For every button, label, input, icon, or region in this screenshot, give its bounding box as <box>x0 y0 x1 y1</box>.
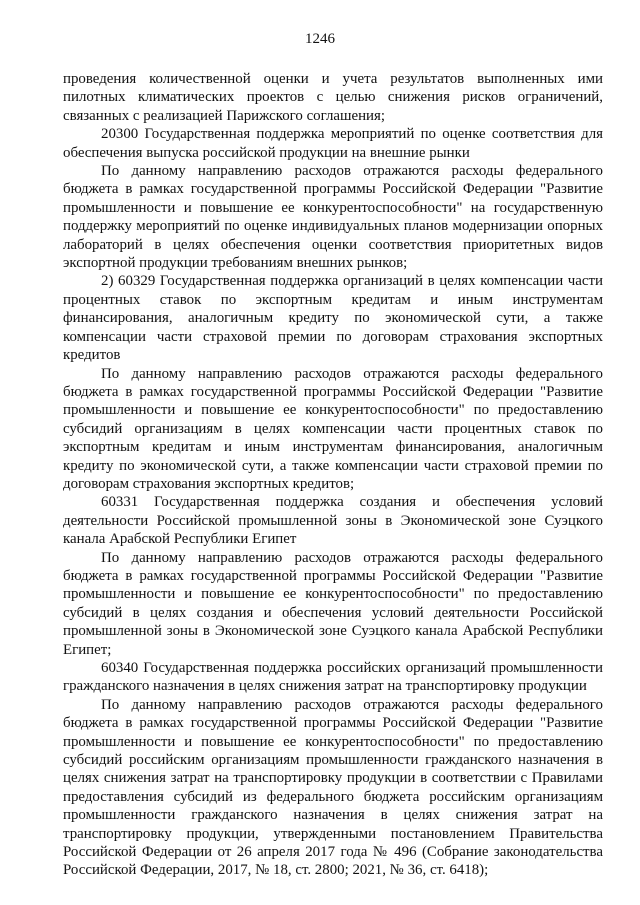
section-heading-20300: 20300 Государственная поддержка мероприятий по оценке соответствия для обеспечения выпуска российской продукции на внешние рынки <box>63 126 603 161</box>
paragraph-60340-description: По данному направлению расходов отражаются расходы федерального бюджета в рамках государственной программы Российской Федерации "Развитие промышленности и повышение ее конкурентоспособности" по предоставлению субсидий российским организациям промышленности гражданского назначения в целях снижения затрат на транспортировку продукции в соответствии с Правилами предоставления субсидий из федерального бюджета российским организациям промышленности гражданского назначения в целях снижения затрат на транспортировку продукции, утвержденными постановлением Правительства Российской Федерации от 26 апреля 2017 года № 496 (Собрание законодательства Российской Федерации, 2017, № 18, ст. 2800; 2021, № 36, ст. 6418); <box>63 696 603 879</box>
paragraph-continuation: проведения количественной оценки и учета результатов выполненных ими пилотных климатических проектов с целью снижения рисков ограничений, связанных с реализацией Парижского соглашения; <box>63 71 603 124</box>
section-heading-60340: 60340 Государственная поддержка российских организаций промышленности гражданского назначения в целях снижения затрат на транспортировку продукции <box>63 660 603 695</box>
paragraph-60331-description: По данному направлению расходов отражаются расходы федерального бюджета в рамках государственной программы Российской Федерации "Развитие промышленности и повышение ее конкурентоспособности" по предоставлению субсидий в целях создания и обеспечения условий деятельности Российской промышленной зоны в Экономической зоне Суэцкого канала Арабской Республики Египет; <box>63 549 603 658</box>
page-number: 1246 <box>305 31 335 47</box>
section-heading-60329: 2) 60329 Государственная поддержка организаций в целях компенсации части процентных ставок по экспортным кредитам и иным инструментам финансирования, аналогичным кредиту по экономической сути, а также компенсации части страховой премии по договорам страхования экспортных кредитов <box>63 273 603 364</box>
paragraph-20300-description: По данному направлению расходов отражаются расходы федерального бюджета в рамках государственной программы Российской Федерации "Развитие промышленности и повышение ее конкурентоспособности" на государственную поддержку мероприятий по оценке индивидуальных планов модернизации опорных лабораторий в целях обеспечения оценки соответствия приоритетных видов экспортной продукции требованиям внешних рынков; <box>63 163 603 272</box>
paragraph-60329-description: По данному направлению расходов отражаются расходы федерального бюджета в рамках государственной программы Российской Федерации "Развитие промышленности и повышение ее конкурентоспособности" по предоставлению субсидий организациям в целях компенсации части процентных ставок по экспортным кредитам и иным инструментам финансирования, аналогичным кредиту по экономической сути, а также компенсации части страховой премии по договорам страхования экспортных кредитов; <box>63 365 603 492</box>
document-body <box>63 70 603 880</box>
section-heading-60331: 60331 Государственная поддержка создания и обеспечения условий деятельности Российской промышленной зоны в Экономической зоне Суэцкого канала Арабской Республики Египет <box>63 494 603 548</box>
